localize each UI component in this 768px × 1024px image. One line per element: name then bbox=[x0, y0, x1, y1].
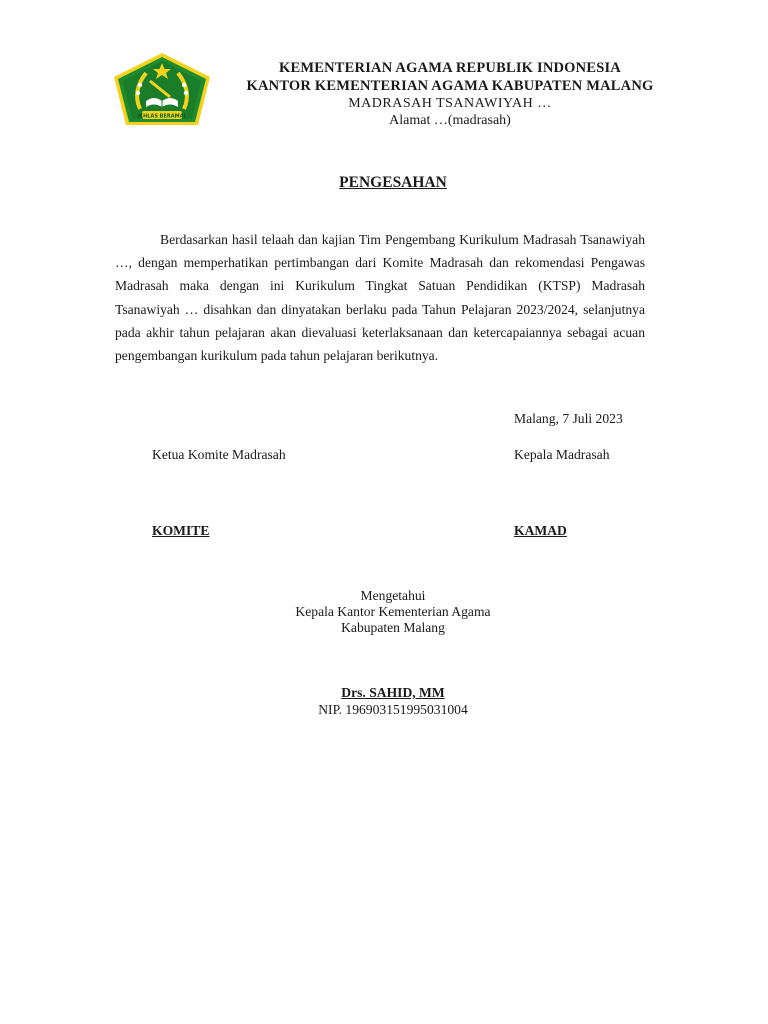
office-region: Kabupaten Malang bbox=[341, 620, 445, 635]
acknowledged-label: Mengetahui bbox=[360, 588, 426, 603]
header-office: KANTOR KEMENTERIAN AGAMA KABUPATEN MALANG bbox=[246, 78, 654, 94]
kemenag-logo bbox=[112, 51, 212, 127]
committee-name: KOMITE bbox=[152, 523, 210, 538]
principal-role: Kepala Madrasah bbox=[514, 447, 610, 462]
svg-text:IKHLAS BERAMAL: IKHLAS BERAMAL bbox=[137, 113, 187, 120]
header-ministry: KEMENTERIAN AGAMA REPUBLIK INDONESIA bbox=[279, 60, 621, 76]
office-head-nip: NIP. 196903151995031004 bbox=[318, 702, 468, 717]
principal-name: KAMAD bbox=[514, 523, 567, 538]
office-head-role: Kepala Kantor Kementerian Agama bbox=[295, 604, 491, 619]
header-address: Alamat …(madrasah) bbox=[389, 113, 511, 128]
committee-role: Ketua Komite Madrasah bbox=[152, 447, 286, 462]
document-title: PENGESAHAN bbox=[339, 174, 447, 191]
ratification-paragraph: Berdasarkan hasil telaah dan kajian Tim Pengembang Kurikulum Madrasah Tsanawiyah …, dengan memperhatikan pertimbangan dari Komite Madrasah dan rekomendasi Pengawas Madrasah maka dengan ini Kurikulum Tingkat Satuan Pendidikan (KTSP) Madrasah Tsanawiyah … disahkan dan dinyatakan berlaku pada Tahun Pelajaran 2023/2024, selanjutnya pada akhir tahun pelajaran akan dievaluasi keterlaksanaan dan ketercapaiannya sebagai acuan pengembangan kurikulum pada tahun pelajaran berikutnya. bbox=[115, 232, 645, 364]
place-date: Malang, 7 Juli 2023 bbox=[514, 411, 623, 426]
office-head-name: Drs. SAHID, MM bbox=[341, 685, 445, 700]
header-school: MADRASAH TSANAWIYAH … bbox=[348, 96, 552, 111]
